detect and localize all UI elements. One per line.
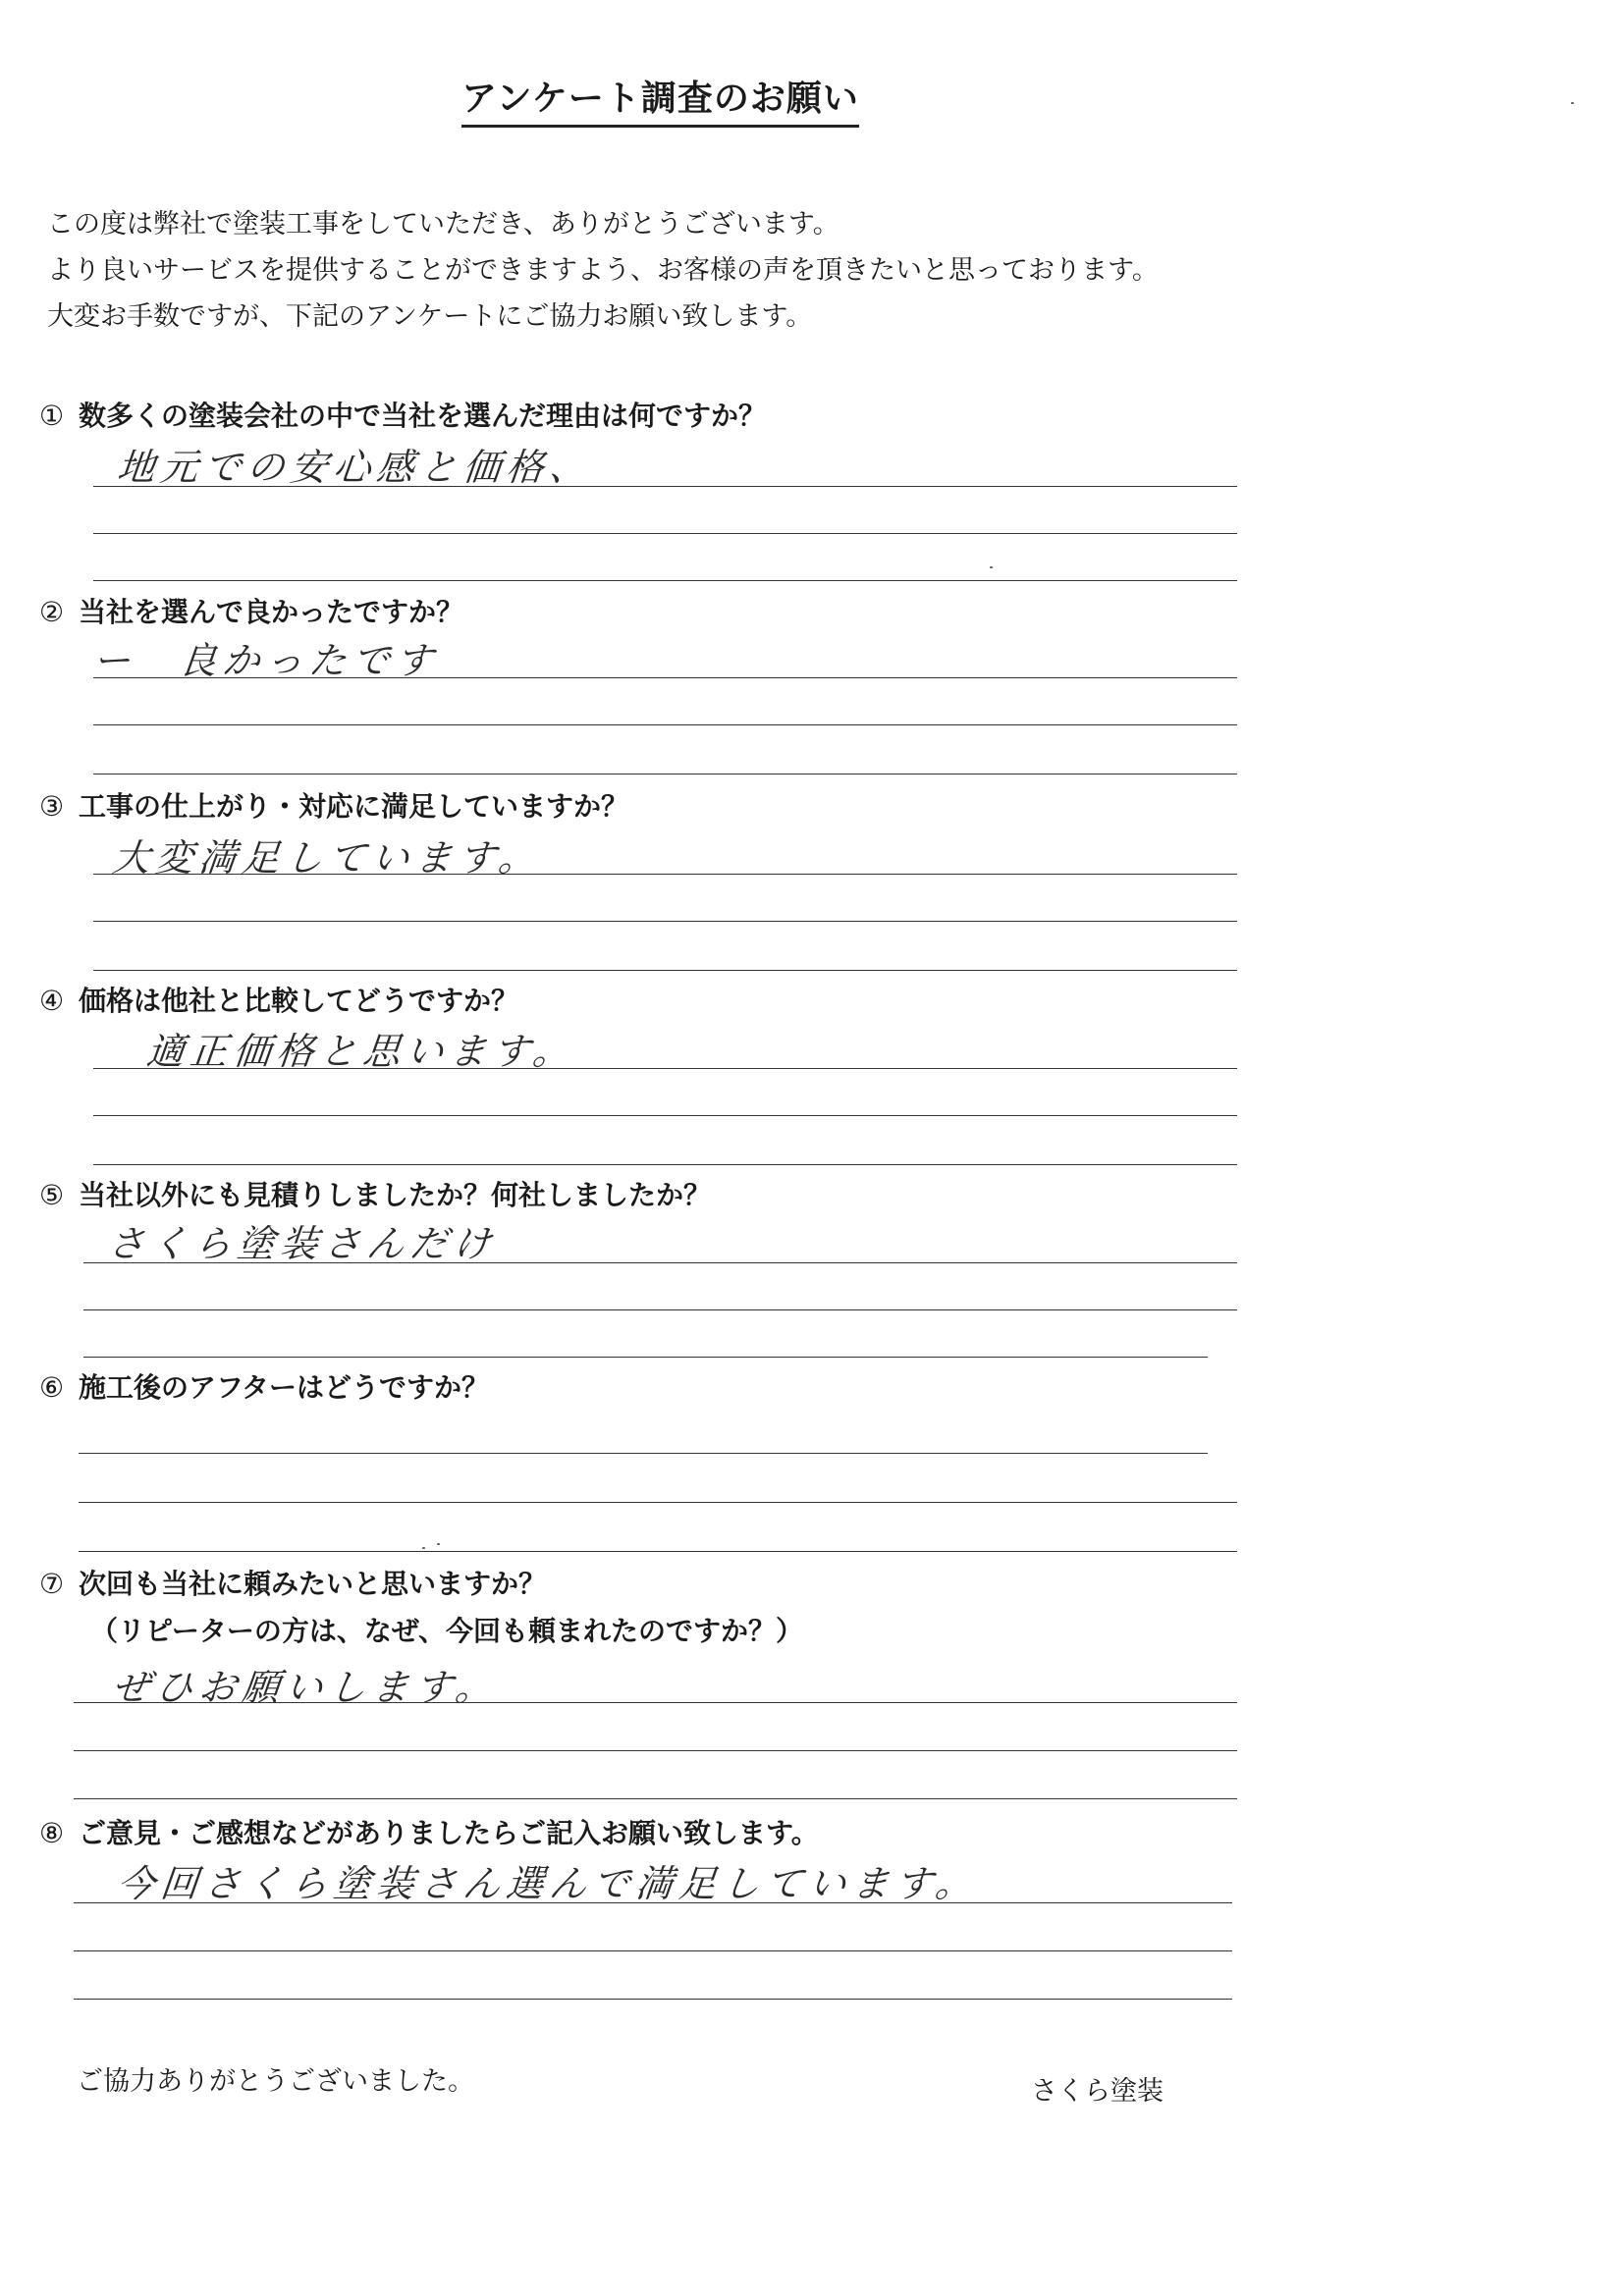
question-4-text: 価格は他社と比較してどうですか？ <box>79 985 519 1017</box>
answer-5-line-3 <box>83 1357 1208 1358</box>
answer-2: ー 良かったです <box>90 639 441 682</box>
question-8-text: ご意見・ご感想などがありましたらご記入お願い致します。 <box>79 1817 819 1849</box>
answer-7: ぜひお願いします。 <box>110 1666 501 1709</box>
question-5-number: ⑤ <box>39 1179 65 1211</box>
question-3-number: ③ <box>39 790 65 823</box>
scan-speck <box>990 566 993 568</box>
footer-company-name: さくら塗装 <box>1031 2076 1164 2107</box>
question-2-text: 当社を選んで良かったですか？ <box>79 596 464 628</box>
question-1-text: 数多くの塗装会社の中で当社を選んだ理由は何ですか？ <box>79 400 767 432</box>
intro-line-1: この度は弊社で塗装工事をしていただき、ありがとうございます。 <box>47 209 839 240</box>
question-6-text: 施工後のアフターはどうですか？ <box>79 1371 490 1404</box>
answer-7-line-2 <box>74 1750 1237 1751</box>
question-7 <box>39 1563 546 1602</box>
answer-6-line-2 <box>79 1502 1237 1503</box>
answer-3-line-2 <box>93 921 1237 922</box>
scan-speck <box>422 1547 425 1549</box>
answer-3: 大変満足しています。 <box>110 836 544 880</box>
question-6-number: ⑥ <box>39 1371 65 1404</box>
page-title: アンケート調査のお願い <box>461 71 859 128</box>
scan-speck <box>1571 102 1574 104</box>
answer-5-line-2 <box>83 1309 1237 1310</box>
answer-3-line-3 <box>93 970 1237 971</box>
answer-5: さくら塗装さんだけ <box>105 1222 499 1265</box>
question-7-number: ⑦ <box>39 1568 65 1600</box>
scan-speck <box>437 1543 440 1545</box>
question-4-number: ④ <box>39 985 65 1017</box>
question-7-text: 次回も当社に頼みたいと思いますか？ <box>79 1568 547 1600</box>
answer-4-line-2 <box>93 1115 1237 1116</box>
answer-4: 適正価格と思います。 <box>144 1030 578 1073</box>
question-1-number: ① <box>39 400 65 432</box>
answer-2-line-1 <box>93 677 1237 678</box>
question-8-number: ⑧ <box>39 1817 65 1849</box>
intro-line-2: より良いサービスを提供することができますよう、お客様の声を頂きたいと思っております。 <box>47 255 1159 286</box>
answer-8-line-3 <box>74 1999 1232 2000</box>
answer-6-line-3 <box>79 1551 1237 1552</box>
question-6 <box>39 1366 489 1406</box>
answer-7-line-1 <box>74 1702 1237 1703</box>
question-3 <box>39 785 628 825</box>
answer-6-line-1 <box>79 1453 1208 1454</box>
footer-thanks: ご協力ありがとうございました。 <box>77 2066 474 2097</box>
answer-7-line-3 <box>74 1798 1237 1799</box>
question-7-subtext: （リピーターの方は、なぜ、今回も頼まれたのですか？） <box>90 1615 804 1647</box>
answer-8: 今回さくら塗装さん選んで満足しています。 <box>115 1862 981 1905</box>
answer-8-line-1 <box>74 1902 1232 1903</box>
intro-line-3: 大変お手数ですが、下記のアンケートにご協力お願い致します。 <box>47 301 813 332</box>
question-2-number: ② <box>39 596 65 628</box>
answer-8-line-2 <box>74 1950 1232 1951</box>
answer-4-line-1 <box>93 1068 1237 1069</box>
question-2 <box>39 591 463 630</box>
question-5 <box>39 1174 711 1213</box>
answer-1: 地元での安心感と価格、 <box>115 446 595 489</box>
question-5-text: 当社以外にも見積りしましたか？何社しましたか？ <box>79 1179 712 1211</box>
answer-1-line-1 <box>93 486 1237 487</box>
question-4 <box>39 980 518 1019</box>
answer-3-line-1 <box>93 874 1237 875</box>
answer-1-line-3 <box>93 580 1237 581</box>
question-3-text: 工事の仕上がり・対応に満足していますか？ <box>79 790 629 823</box>
intro-text <box>47 201 1159 340</box>
answer-2-line-2 <box>93 724 1237 725</box>
question-1 <box>39 395 766 434</box>
answer-5-line-1 <box>83 1262 1237 1263</box>
answer-1-line-2 <box>93 533 1237 534</box>
question-8 <box>39 1812 819 1851</box>
answer-4-line-3 <box>93 1164 1237 1165</box>
